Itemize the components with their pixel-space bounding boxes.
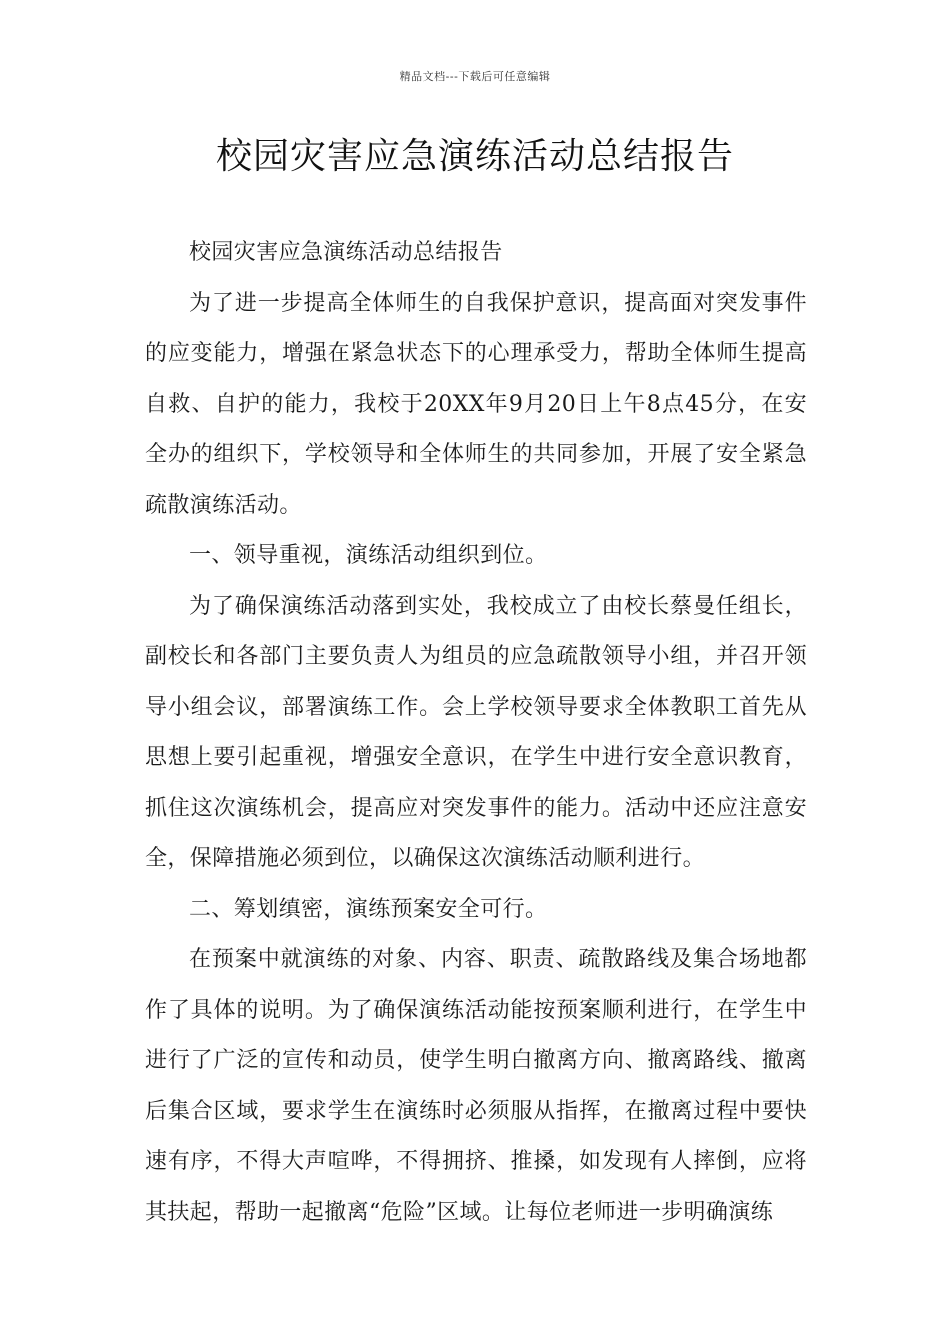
subtitle-paragraph: 校园灾害应急演练活动总结报告 — [189, 240, 503, 265]
section-heading-2: 二、筹划缜密，演练预案安全可行。 — [189, 896, 548, 922]
document-body — [145, 228, 807, 1238]
section-2-paragraph: 在预案中就演练的对象、内容、职责、疏散路线及集合场地都作了具体的说明。为了确保演练活动能按预案顺利进行，在学生中进行了广泛的宣传和动员，使学生明白撤离方向、撤离路线、撤离后集合区域，要求学生在演练时必须服从指挥，在撤离过程中要快速有序，不得大声喧哗，不得拥挤、推搡，如发现有人摔倒，应将其扶起，帮助一起撤离“危险”区域。让每位老师进一步明确演练 — [145, 947, 807, 1225]
section-1-paragraph: 为了确保演练活动落到实处，我校成立了由校长蔡曼任组长，副校长和各部门主要负责人为组员的应急疏散领导小组，并召开领导小组会议，部署演练工作。会上学校领导要求全体教职工首先从思想上要引起重视，增强安全意识，在学生中进行安全意识教育，抓住这次演练机会，提高应对突发事件的能力。活动中还应注意安全，保障措施必须到位，以确保这次演练活动顺利进行。 — [145, 593, 807, 871]
document-title: 校园灾害应急演练活动总结报告 — [215, 136, 734, 177]
section-heading-1: 一、领导重视，演练活动组织到位。 — [189, 543, 548, 568]
header-note: 精品文档---下载后可任意编辑 — [399, 70, 551, 83]
intro-paragraph: 为了进一步提高全体师生的自我保护意识，提高面对突发事件的应变能力，增强在紧急状态下的心理承受力，帮助全体师生提高自救、自护的能力，我校于20XX年9月20日上午8点45分，在安全办的组织下，学校领导和全体师生的共同参加，开展了安全紧急疏散演练活动。 — [145, 290, 807, 518]
